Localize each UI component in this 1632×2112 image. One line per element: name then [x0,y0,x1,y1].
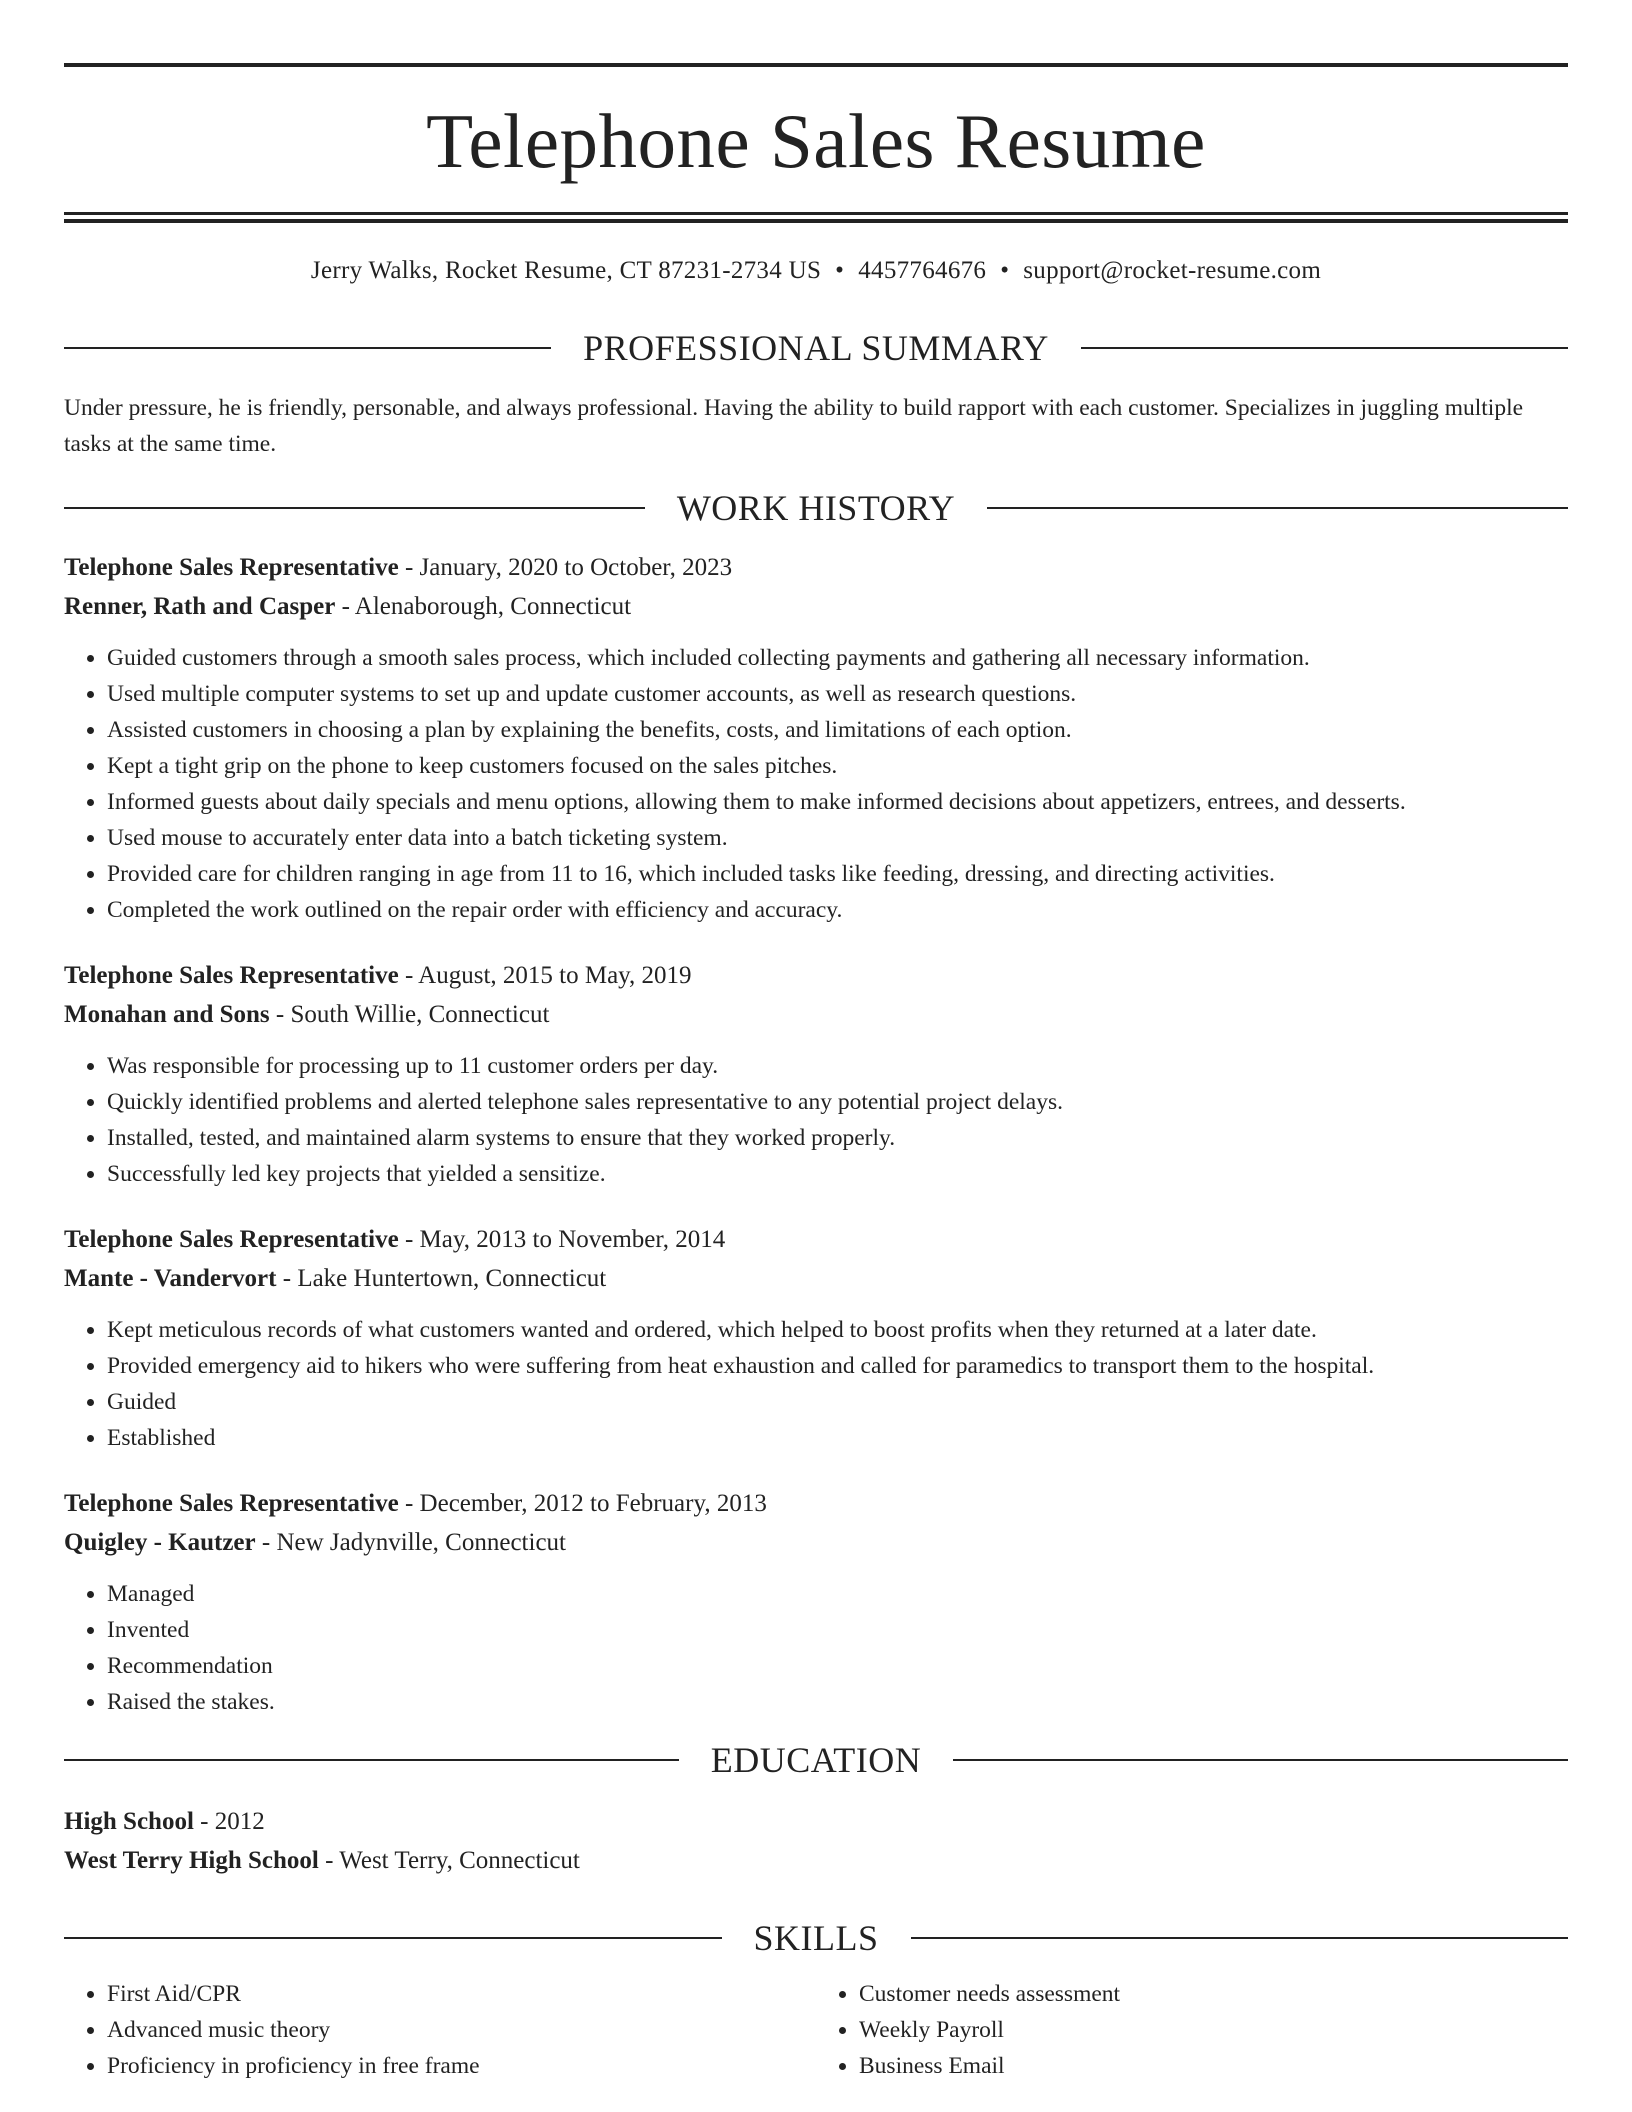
education-degree-line: High School - 2012 [64,1808,265,1835]
job-title-line: Telephone Sales Representative - May, 2013 to November, 2014 [64,1226,726,1253]
skill-item: • First Aid/CPR [107,1976,816,2012]
contact-email: support@rocket-resume.com [1023,257,1322,284]
skill-item: • Advanced music theory [107,2012,816,2048]
job-bullet: • Kept a tight grip on the phone to keep customers focused on the sales pitches. [107,748,1568,784]
job-title-line: Telephone Sales Representative - January, 2020 to October, 2023 [64,554,733,581]
job-entry [64,1220,1568,1456]
job-dates: January, 2020 to October, 2023 [419,554,733,581]
job-company-line: Quigley - Kautzer - New Jadynville, Connecticut [64,1529,566,1556]
job-entry [64,1484,1568,1720]
job-bullet: • Provided emergency aid to hikers who were suffering from heat exhaustion and called for paramedics to transport them to the hospital. [107,1348,1568,1384]
job-location: South Willie, Connecticut [290,1001,550,1028]
work-heading-label: WORK HISTORY [676,488,956,528]
education-entry [64,1802,1568,1880]
heading-rule-left [64,347,551,349]
job-bullet: • Guided customers through a smooth sales process, which included collecting payments and gathering all necessary information. [107,640,1568,676]
job-dates: August, 2015 to May, 2019 [418,962,692,989]
summary-text: Under pressure, he is friendly, personable, and always professional. Having the ability to build rapport with each customer. Specializes in juggling multiple tasks at the same time. [64,395,1524,457]
title-double-rule [64,212,1568,223]
heading-rule-right [987,507,1568,509]
job-title: Telephone Sales Representative [64,962,399,989]
resume-title: Telephone Sales Resume [426,98,1206,184]
job-bullet: • Recommendation [107,1648,1568,1684]
job-title: Telephone Sales Representative [64,554,399,581]
summary-heading-label: PROFESSIONAL SUMMARY [583,328,1049,368]
job-bullet-list [64,640,1568,928]
contact-separator: • [1000,257,1010,284]
top-rule [64,63,1568,67]
heading-rule-left [64,1937,722,1939]
job-bullet: • Managed [107,1576,1568,1612]
job-bullet-list [64,1576,1568,1720]
job-company: Monahan and Sons [64,1001,270,1028]
skills-heading-label: SKILLS [753,1918,879,1958]
job-bullet: • Completed the work outlined on the repair order with efficiency and accuracy. [107,892,1568,928]
job-location: Alenaborough, Connecticut [354,593,632,620]
skill-item: • Customer needs assessment [859,1976,1568,2012]
skills-columns [64,1958,1568,2084]
education-degree: High School [64,1808,194,1835]
job-bullet: • Used multiple computer systems to set up and update customer accounts, as well as research questions. [107,676,1568,712]
job-title: Telephone Sales Representative [64,1226,399,1253]
job-bullet: • Informed guests about daily specials and menu options, allowing them to make informed decisions about appetizers, entrees, and desserts. [107,784,1568,820]
skills-list-right [816,1976,1568,2084]
job-company: Renner, Rath and Casper [64,593,336,620]
job-bullet: • Assisted customers in choosing a plan by explaining the benefits, costs, and limitations of each option. [107,712,1568,748]
job-company: Mante - Vandervort [64,1265,277,1292]
job-bullet: • Was responsible for processing up to 11 customer orders per day. [107,1048,1568,1084]
skill-item: • Proficiency in proficiency in free frame [107,2048,816,2084]
job-bullet: • Guided [107,1384,1568,1420]
job-entry [64,548,1568,928]
job-company: Quigley - Kautzer [64,1529,256,1556]
contact-address: Jerry Walks, Rocket Resume, CT 87231-2734 US [310,257,822,284]
skill-item: • Weekly Payroll [859,2012,1568,2048]
contact-separator: • [835,257,845,284]
job-bullet: • Established [107,1420,1568,1456]
job-title-line: Telephone Sales Representative - December, 2012 to February, 2013 [64,1490,767,1517]
skills-list-left [64,1976,816,2084]
contact-phone: 4457764676 [858,257,987,284]
job-title: Telephone Sales Representative [64,1490,399,1517]
education-section-heading [64,1740,1568,1780]
job-title-line: Telephone Sales Representative - August, 2015 to May, 2019 [64,962,692,989]
skill-item: • Business Email [859,2048,1568,2084]
job-bullet: • Raised the stakes. [107,1684,1568,1720]
job-dates: May, 2013 to November, 2014 [419,1226,726,1253]
job-bullet: • Quickly identified problems and alerted telephone sales representative to any potential project delays. [107,1084,1568,1120]
education-school-line: West Terry High School - West Terry, Connecticut [64,1847,580,1874]
job-company-line: Monahan and Sons - South Willie, Connecticut [64,1001,550,1028]
job-company-line: Renner, Rath and Casper - Alenaborough, Connecticut [64,593,632,620]
heading-rule-left [64,507,645,509]
job-entry [64,956,1568,1192]
job-bullet: • Kept meticulous records of what customers wanted and ordered, which helped to boost profits when they returned at a later date. [107,1312,1568,1348]
contact-line [64,256,1568,286]
heading-rule-right [911,1937,1569,1939]
job-bullet: • Invented [107,1612,1568,1648]
job-location: New Jadynville, Connecticut [276,1529,566,1556]
job-bullet: • Used mouse to accurately enter data into a batch ticketing system. [107,820,1568,856]
work-history-list [64,548,1568,1720]
education-school: West Terry High School [64,1847,319,1874]
job-dates: December, 2012 to February, 2013 [419,1490,767,1517]
job-location: Lake Huntertown, Connecticut [297,1265,607,1292]
job-company-line: Mante - Vandervort - Lake Huntertown, Connecticut [64,1265,607,1292]
education-year: 2012 [214,1808,265,1835]
heading-rule-right [953,1759,1568,1761]
job-bullet-list [64,1312,1568,1456]
work-section-heading [64,488,1568,528]
job-bullet: • Successfully led key projects that yielded a sensitize. [107,1156,1568,1192]
job-bullet: • Provided care for children ranging in age from 11 to 16, which included tasks like feeding, dressing, and directing activities. [107,856,1568,892]
job-bullet: • Installed, tested, and maintained alarm systems to ensure that they worked properly. [107,1120,1568,1156]
resume-page [64,0,1568,2084]
education-heading-label: EDUCATION [710,1740,922,1780]
heading-rule-right [1081,347,1568,349]
job-bullet-list [64,1048,1568,1192]
summary-section-heading [64,328,1568,368]
heading-rule-left [64,1759,679,1761]
skills-section-heading [64,1918,1568,1958]
education-location: West Terry, Connecticut [339,1847,580,1874]
